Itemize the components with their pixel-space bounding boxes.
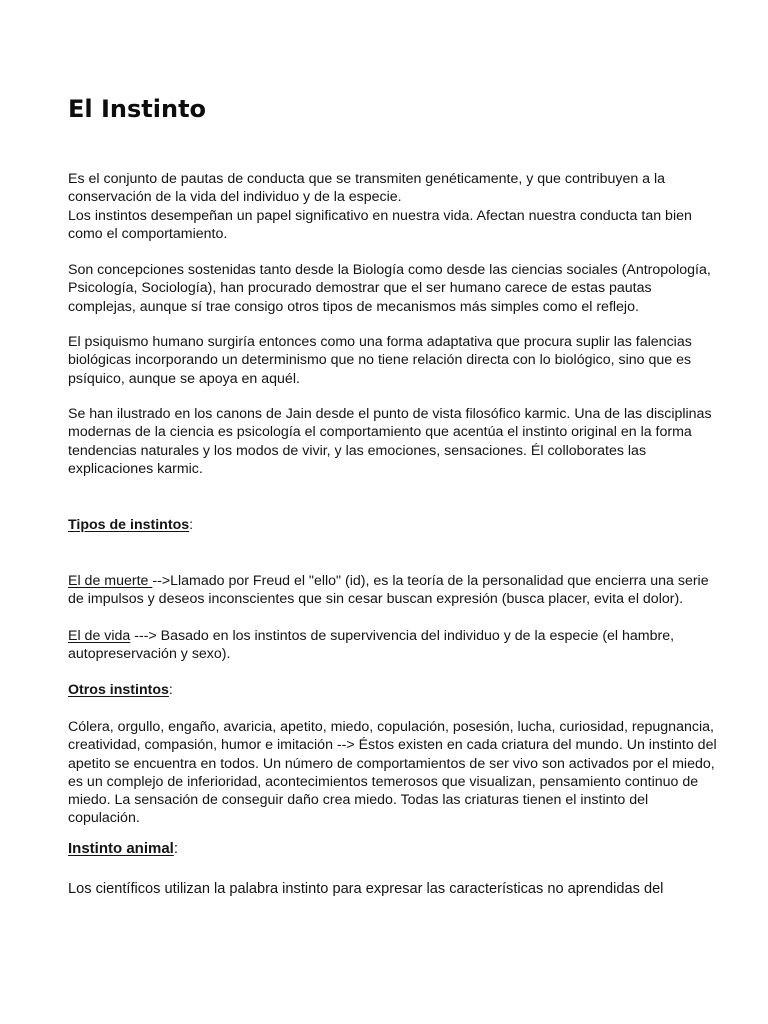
text-line: El psiquismo humano surgiría entonces como una forma adaptativa que procura suplir las falencias bbox=[68, 334, 692, 350]
text-line: Cólera, orgullo, engaño, avaricia, apetito, miedo, copulación, posesión, lucha, curiosidad, repugnancia, bbox=[68, 719, 714, 735]
term-muerte: El de muerte bbox=[68, 573, 153, 589]
text-line bbox=[68, 572, 709, 590]
text-fragment: ---> Basado en los instintos de supervivencia del individuo y de la especie (el hambre, bbox=[130, 628, 675, 644]
text-line: creatividad, compasión, humor e imitación --> Éstos existen en cada criatura del mundo. Un instinto del bbox=[68, 737, 717, 754]
text-line: Psicología, Sociología), han procurado demostrar que el ser humano carece de estas pautas bbox=[68, 280, 652, 297]
paragraph-muerte bbox=[68, 572, 709, 609]
text-line: psíquico, aunque se apoya en aquél. bbox=[68, 370, 300, 387]
page-title: El Instinto bbox=[68, 95, 207, 123]
paragraph-concepciones bbox=[68, 261, 711, 316]
heading-label: Otros instintos bbox=[68, 682, 169, 698]
heading-label: Tipos de instintos bbox=[68, 517, 190, 533]
heading-colon: : bbox=[189, 517, 194, 533]
text-line: autopreservación y sexo). bbox=[68, 646, 231, 663]
paragraph-jain bbox=[68, 405, 712, 478]
text-line: biológicas incorporando un determinismo que no tiene relación directa con lo biológico, sino que es bbox=[68, 352, 692, 369]
text-line bbox=[68, 627, 674, 645]
text-line: Es el conjunto de pautas de conducta que se transmiten genéticamente, y que contribuyen a la bbox=[68, 171, 666, 187]
text-line: Los instintos desempeñan un papel significativo en nuestra vida. Afectan nuestra conducta tan bien bbox=[68, 207, 692, 224]
text-line: modernas de la ciencia es psicología el comportamiento que acentúa el instinto original en la forma bbox=[68, 424, 692, 441]
heading-label: Instinto animal bbox=[68, 840, 174, 857]
text-line: complejas, aunque sí trae consigo otros tipos de mecanismos más simples como el reflejo. bbox=[68, 298, 639, 315]
text-line: copulación. bbox=[68, 810, 140, 827]
text-line: como el comportamiento. bbox=[68, 225, 228, 242]
text-fragment: -->Llamado por Freud el "ello" (id), es la teoría de la personalidad que encierra una serie bbox=[152, 573, 709, 589]
text-line: tendencias naturales y los modos de vivir, y las emociones, sensaciones. Él colloborates las bbox=[68, 442, 647, 459]
text-line: Los científicos utilizan la palabra instinto para expresar las características no aprendidas del bbox=[68, 881, 664, 897]
heading-colon: : bbox=[173, 840, 179, 857]
section-heading-animal bbox=[68, 840, 178, 858]
text-line: miedo. La sensación de conseguir daño crea miedo. Todas las criaturas tienen el instinto del bbox=[68, 792, 649, 809]
text-line: apetito se encuentra en todos. Un número de comportamientos de ser vivo son activados por el miedo, bbox=[68, 755, 715, 772]
text-line: Son concepciones sostenidas tanto desde la Biología como desde las ciencias sociales (Antropología, bbox=[68, 262, 711, 278]
text-line: explicaciones karmic. bbox=[68, 460, 203, 477]
paragraph-psiquismo bbox=[68, 333, 692, 388]
paragraph-otros bbox=[68, 718, 717, 828]
section-heading-tipos bbox=[68, 516, 193, 534]
text-line: Se han ilustrado en los canons de Jain desde el punto de vista filosófico karmic. Una de las disciplinas bbox=[68, 406, 712, 422]
heading-colon: : bbox=[168, 682, 173, 698]
paragraph-definition bbox=[68, 170, 692, 243]
text-line: de impulsos y deseos inconscientes que sin cesar buscan expresión (busca placer, evita el dolor). bbox=[68, 591, 684, 608]
text-line: conservación de la vida del individuo y de la especie. bbox=[68, 189, 402, 206]
term-vida: El de vida bbox=[68, 628, 131, 644]
paragraph-animal bbox=[68, 880, 663, 898]
section-heading-otros bbox=[68, 681, 173, 699]
text-line: es un complejo de inferioridad, acontecimientos temerosos que visualizan, pensamiento continuo de bbox=[68, 773, 699, 790]
paragraph-vida bbox=[68, 627, 674, 664]
